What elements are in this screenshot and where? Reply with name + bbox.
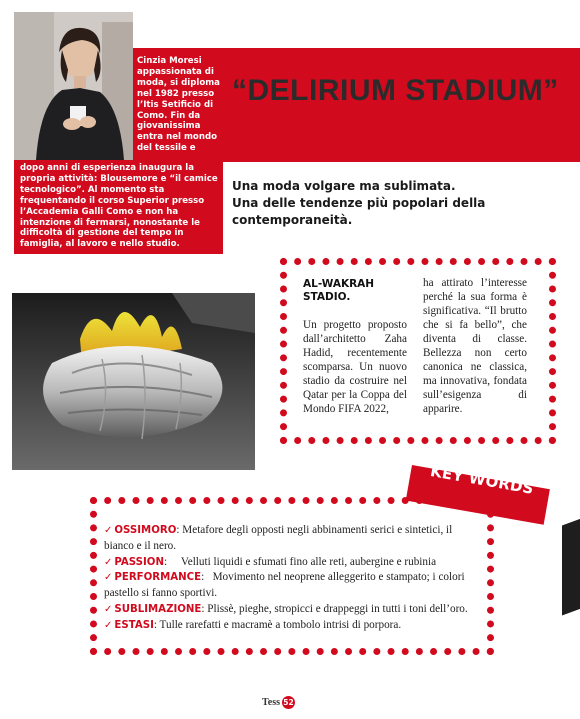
checkmark-icon: ✓ (104, 556, 113, 568)
key-word-term: ESTASI (114, 619, 154, 631)
author-bio-part1: Cinzia Moresi appassionata di moda, si diploma nel 1982 presso l’Itis Setificio di Como. Fin da giovanissima entra nel mondo del tessile e (137, 56, 220, 154)
checkmark-icon: ✓ (104, 619, 113, 631)
key-word-item (104, 618, 474, 634)
key-word-description: : Movimento nel neoprene alleggerito e stampato; i colori pastello si fanno sportivi. (104, 571, 468, 600)
subtitle-line-2: Una delle tendenze più popolari della contemporaneità. (232, 196, 486, 227)
stadium-image (12, 293, 255, 470)
article-subtitle (232, 178, 572, 229)
magazine-name: Tess (262, 696, 280, 708)
key-word-description: : Velluti liquidi e sfumati fino alle reti, aubergine e rubinia (164, 555, 437, 568)
key-word-item (104, 523, 474, 555)
page-footer (262, 696, 295, 709)
article-title: “DELIRIUM STADIUM” (232, 74, 559, 107)
checkmark-icon: ✓ (104, 603, 113, 615)
stadium-info-heading: AL-WAKRAH STADIO. (303, 278, 375, 303)
key-words-label: KEY WORDS (428, 462, 536, 498)
decorative-edge-shape (562, 515, 580, 616)
key-words-list (104, 523, 474, 634)
key-word-term: OSSIMORO (114, 525, 177, 536)
key-word-item (104, 555, 474, 571)
checkmark-icon: ✓ (104, 525, 113, 536)
stadium-info-column-2: ha attirato l’interesse perché la sua forma è significativa. “Il brutto che si fa bello”, che diventa di classe. Bellezza non certo canonica ne classica, ma innovativa, fondata sull’esigenza di apparire. (423, 277, 527, 415)
key-word-description: : Tulle rarefatti e macramè a tombolo intrisi di porpora. (153, 618, 402, 631)
author-portrait-illustration (14, 12, 133, 160)
key-word-description: : Metafore degli opposti negli abbinamenti serici e sintetici, il bianco e il nero. (104, 524, 453, 552)
key-word-term: SUBLIMAZIONE (114, 603, 202, 615)
page-number-badge: 52 (283, 698, 294, 707)
key-word-term: PASSION (114, 556, 164, 568)
subtitle-line-1: Una moda volgare ma sublimata. (232, 179, 456, 193)
key-word-item (104, 602, 474, 618)
checkmark-icon: ✓ (104, 572, 113, 584)
stadium-info-column-1: Un progetto proposto dall’architetto Zaha Hadid, recentemente scomparsa. Un nuovo stadio da costruire nel Qatar per la Coppa del Mondo FIFA 2022, (303, 319, 407, 415)
stadium-illustration (12, 293, 255, 470)
key-word-term: PERFORMANCE (114, 572, 202, 584)
key-word-description: : Plissè, pieghe, stropicci e drappeggi in tutti i toni dell’oro. (201, 602, 468, 615)
author-photo (14, 12, 133, 160)
author-bio-part2: dopo anni di esperienza inaugura la propria attività: Blousemore e “il camice tecnologico”. Al momento sta frequentando il corso Superior presso l’Accademia Galli Como e non ha intenzione di fermarsi, nonostante le difficoltà di gestione del tempo in famiglia, al lavoro e nello studio. (20, 163, 218, 250)
key-word-item (104, 570, 474, 602)
